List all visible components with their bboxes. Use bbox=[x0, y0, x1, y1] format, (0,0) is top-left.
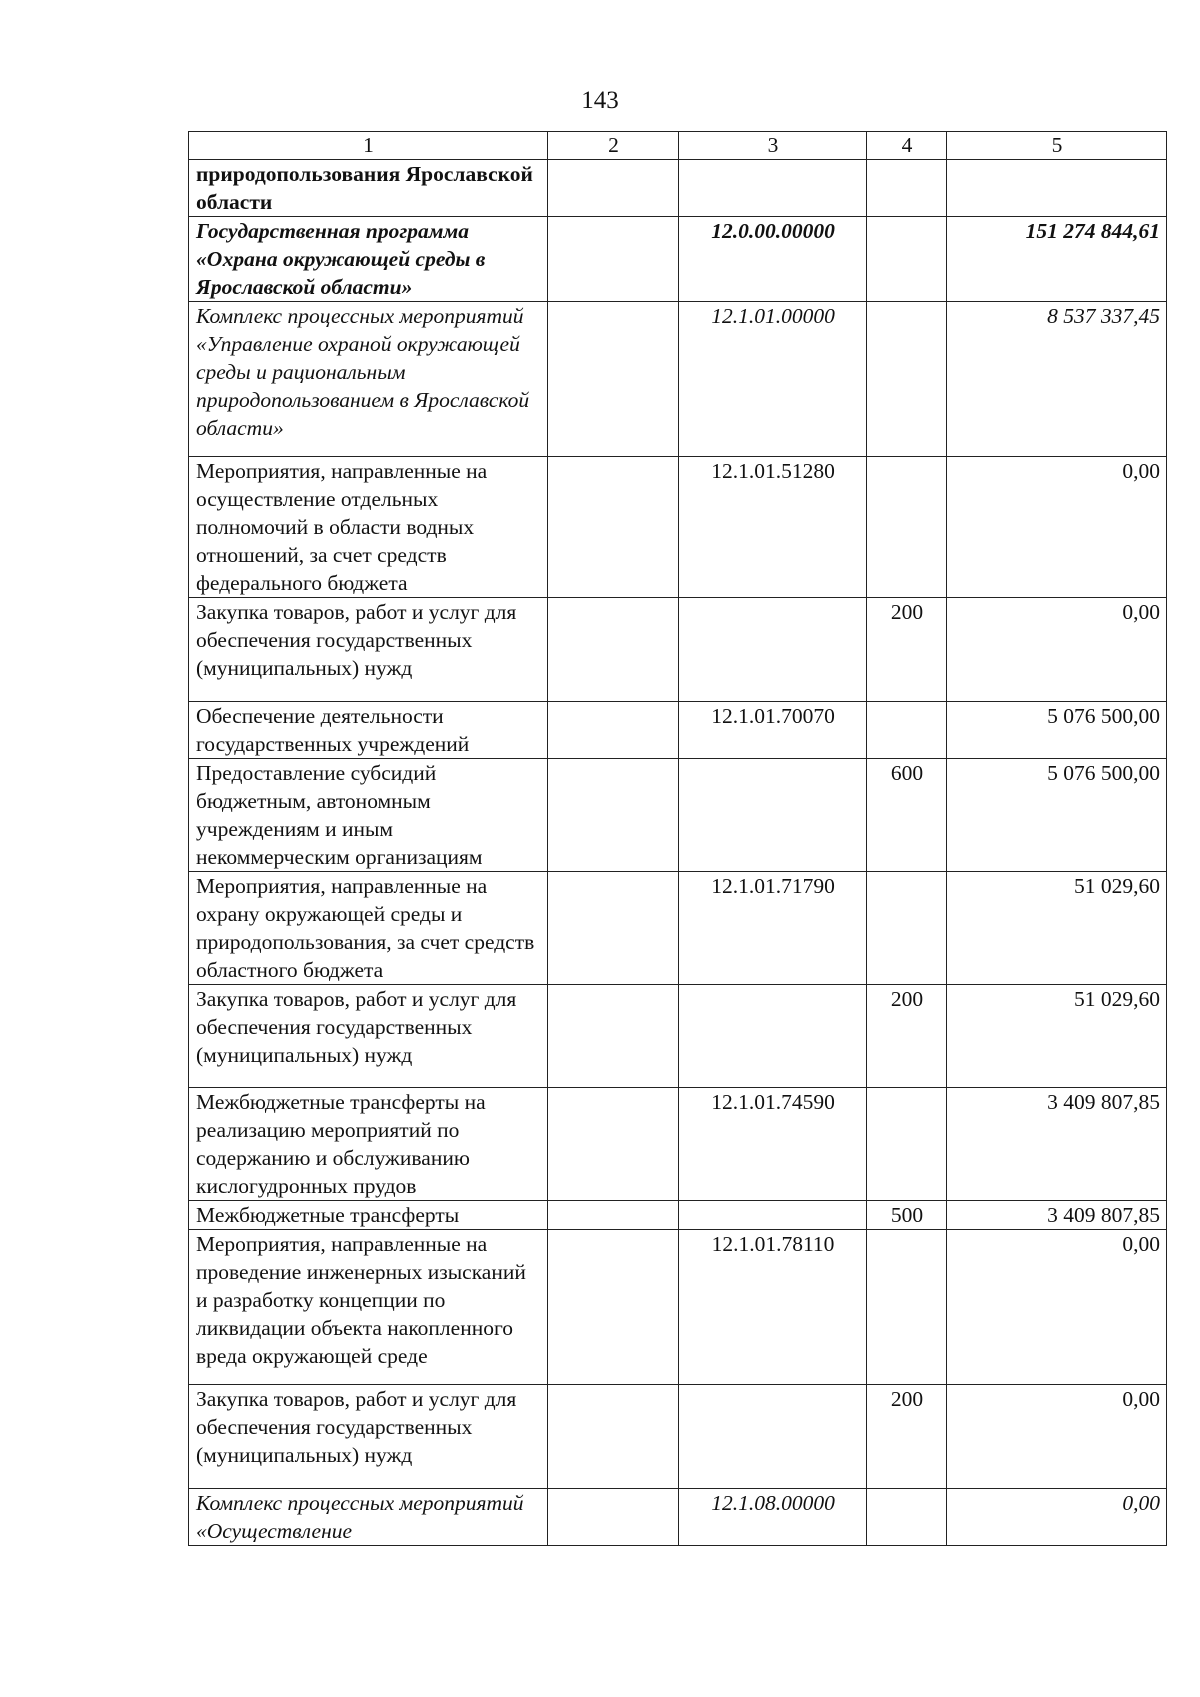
row-name-cell: Комплекс процессных мероприятий «Осуществление bbox=[189, 1489, 548, 1546]
row-name-cell: Межбюджетные трансферты bbox=[189, 1201, 548, 1230]
row-name-cell: Закупка товаров, работ и услуг для обеспечения государственных (муниципальных) нужд bbox=[189, 985, 548, 1088]
row-sum-cell: 51 029,60 bbox=[947, 985, 1167, 1088]
row-col2-cell bbox=[548, 1230, 679, 1385]
row-col2-cell bbox=[548, 1088, 679, 1201]
row-name-cell: Мероприятия, направленные на охрану окружающей среды и природопользования, за счет средств областного бюджета bbox=[189, 872, 548, 985]
row-code-cell: 12.0.00.00000 bbox=[679, 217, 867, 302]
header-cell-4: 4 bbox=[867, 132, 947, 160]
row-name-cell: Комплекс процессных мероприятий «Управление охраной окружающей среды и рациональным природопользованием в Ярославской области» bbox=[189, 302, 548, 457]
row-col2-cell bbox=[548, 160, 679, 217]
row-type-cell bbox=[867, 160, 947, 217]
row-type-cell: 200 bbox=[867, 985, 947, 1088]
row-col2-cell bbox=[548, 872, 679, 985]
header-row bbox=[189, 132, 1167, 160]
row-name-cell: Государственная программа «Охрана окружающей среды в Ярославской области» bbox=[189, 217, 548, 302]
row-code-cell: 12.1.01.74590 bbox=[679, 1088, 867, 1201]
row-sum-cell: 151 274 844,61 bbox=[947, 217, 1167, 302]
row-sum-cell bbox=[947, 160, 1167, 217]
row-col2-cell bbox=[548, 1489, 679, 1546]
row-sum-cell: 0,00 bbox=[947, 598, 1167, 702]
row-code-cell: 12.1.01.00000 bbox=[679, 302, 867, 457]
row-type-cell bbox=[867, 1088, 947, 1201]
row-name-cell: Закупка товаров, работ и услуг для обеспечения государственных (муниципальных) нужд bbox=[189, 1385, 548, 1489]
row-type-cell: 200 bbox=[867, 598, 947, 702]
row-col2-cell bbox=[548, 1385, 679, 1489]
table-row bbox=[189, 759, 1167, 872]
budget-table bbox=[188, 131, 1167, 1546]
row-col2-cell bbox=[548, 702, 679, 759]
row-code-cell bbox=[679, 759, 867, 872]
row-col2-cell bbox=[548, 217, 679, 302]
row-code-cell bbox=[679, 598, 867, 702]
row-col2-cell bbox=[548, 759, 679, 872]
row-type-cell bbox=[867, 702, 947, 759]
row-sum-cell: 0,00 bbox=[947, 1385, 1167, 1489]
table-row bbox=[189, 1088, 1167, 1201]
row-sum-cell: 0,00 bbox=[947, 1230, 1167, 1385]
row-name-cell: Межбюджетные трансферты на реализацию мероприятий по содержанию и обслуживанию кислогудронных прудов bbox=[189, 1088, 548, 1201]
row-name-cell: Мероприятия, направленные на проведение инженерных изысканий и разработку концепции по ликвидации объекта накопленного вреда окружающей среде bbox=[189, 1230, 548, 1385]
table-row bbox=[189, 702, 1167, 759]
row-col2-cell bbox=[548, 985, 679, 1088]
row-code-cell bbox=[679, 985, 867, 1088]
table-row bbox=[189, 985, 1167, 1088]
row-code-cell bbox=[679, 1201, 867, 1230]
table-row bbox=[189, 872, 1167, 985]
row-type-cell bbox=[867, 217, 947, 302]
row-col2-cell bbox=[548, 598, 679, 702]
table-row bbox=[189, 1230, 1167, 1385]
table-row bbox=[189, 1385, 1167, 1489]
row-sum-cell: 3 409 807,85 bbox=[947, 1201, 1167, 1230]
row-type-cell bbox=[867, 1489, 947, 1546]
row-col2-cell bbox=[548, 457, 679, 598]
table-row bbox=[189, 302, 1167, 457]
page-number: 143 bbox=[581, 87, 619, 114]
row-type-cell bbox=[867, 302, 947, 457]
header-cell-2: 2 bbox=[548, 132, 679, 160]
table-row bbox=[189, 160, 1167, 217]
table-row bbox=[189, 457, 1167, 598]
table-row bbox=[189, 217, 1167, 302]
row-sum-cell: 5 076 500,00 bbox=[947, 759, 1167, 872]
row-code-cell: 12.1.08.00000 bbox=[679, 1489, 867, 1546]
row-sum-cell: 0,00 bbox=[947, 457, 1167, 598]
row-code-cell bbox=[679, 1385, 867, 1489]
row-col2-cell bbox=[548, 302, 679, 457]
row-type-cell: 600 bbox=[867, 759, 947, 872]
row-type-cell bbox=[867, 457, 947, 598]
header-cell-5: 5 bbox=[947, 132, 1167, 160]
row-col2-cell bbox=[548, 1201, 679, 1230]
row-type-cell bbox=[867, 872, 947, 985]
row-code-cell: 12.1.01.78110 bbox=[679, 1230, 867, 1385]
row-name-cell: Закупка товаров, работ и услуг для обеспечения государственных (муниципальных) нужд bbox=[189, 598, 548, 702]
row-name-cell: Обеспечение деятельности государственных учреждений bbox=[189, 702, 548, 759]
row-sum-cell: 0,00 bbox=[947, 1489, 1167, 1546]
row-type-cell: 200 bbox=[867, 1385, 947, 1489]
row-code-cell bbox=[679, 160, 867, 217]
row-name-cell: Мероприятия, направленные на осуществление отдельных полномочий в области водных отношений, за счет средств федерального бюджета bbox=[189, 457, 548, 598]
row-sum-cell: 8 537 337,45 bbox=[947, 302, 1167, 457]
row-name-cell: природопользования Ярославской области bbox=[189, 160, 548, 217]
row-type-cell: 500 bbox=[867, 1201, 947, 1230]
row-code-cell: 12.1.01.51280 bbox=[679, 457, 867, 598]
row-sum-cell: 5 076 500,00 bbox=[947, 702, 1167, 759]
table-row bbox=[189, 1489, 1167, 1546]
header-cell-1: 1 bbox=[189, 132, 548, 160]
row-code-cell: 12.1.01.71790 bbox=[679, 872, 867, 985]
table-row bbox=[189, 1201, 1167, 1230]
row-code-cell: 12.1.01.70070 bbox=[679, 702, 867, 759]
row-sum-cell: 3 409 807,85 bbox=[947, 1088, 1167, 1201]
row-sum-cell: 51 029,60 bbox=[947, 872, 1167, 985]
row-type-cell bbox=[867, 1230, 947, 1385]
header-cell-3: 3 bbox=[679, 132, 867, 160]
table-row bbox=[189, 598, 1167, 702]
row-name-cell: Предоставление субсидий бюджетным, автономным учреждениям и иным некоммерческим организациям bbox=[189, 759, 548, 872]
